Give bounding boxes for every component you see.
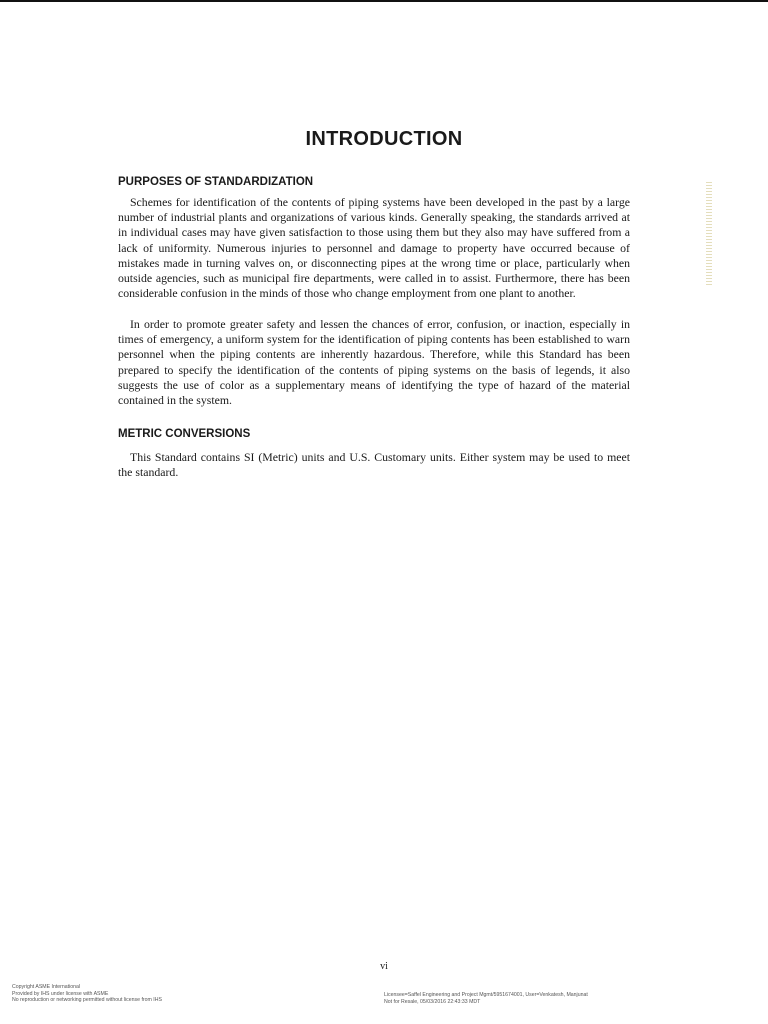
paragraph-purposes-1: Schemes for identification of the contents of piping systems have been developed in the past by a large number of industrial plants and organizations of various kinds. Generally speaking, the standards arrived at in individual cases may have given satisfaction to those using them but they also may have suffered from a lack of uniformity. Numerous injuries to personnel and damage to property have occurred because of mistakes made in turning valves on, or disconnecting pipes at the wrong time or place, particularly when outside agencies, such as municipal fire departments, were called in to assist. Furthermore, there has been considerable confusion in the minds of those who change employment from one plant to another.: [118, 195, 630, 301]
paragraph-metric: This Standard contains SI (Metric) units and U.S. Customary units. Either system may be used to meet the standard.: [118, 450, 630, 480]
footer-left-line: Provided by IHS under license with ASME: [12, 990, 109, 997]
footer-left-line: No reproduction or networking permitted without license from IHS: [12, 997, 162, 1004]
footer-licensee: [384, 992, 588, 1005]
footer-copyright: [12, 984, 162, 1004]
margin-watermark-mark: [706, 182, 712, 286]
footer-right-line: Licensee=Saffel Engineering and Project Mgmt/5951674001, User=Venkatesh, Manjunat: [384, 992, 588, 998]
page-number: vi: [380, 961, 388, 972]
top-rule: [0, 0, 768, 2]
section-heading-metric: METRIC CONVERSIONS: [118, 428, 251, 440]
footer-left-line: Copyright ASME International: [12, 984, 81, 990]
paragraph-purposes-2: In order to promote greater safety and lessen the chances of error, confusion, or inaction, especially in times of emergency, a uniform system for the identification of piping contents has been established to warn personnel when the piping contents are inherently hazardous. Therefore, while this Standard has been prepared to specify the identification of the contents of piping systems on the basis of legends, it also suggests the use of color as a supplementary means of identifying the type of hazard of the material contained in the system.: [118, 317, 630, 408]
section-heading-purposes: PURPOSES OF STANDARDIZATION: [118, 176, 314, 188]
footer-right-line: Not for Resale, 05/03/2016 22:43:33 MDT: [384, 998, 481, 1005]
page-title: INTRODUCTION: [305, 128, 463, 150]
